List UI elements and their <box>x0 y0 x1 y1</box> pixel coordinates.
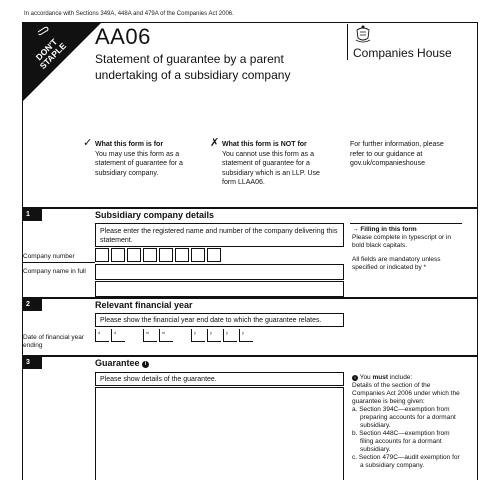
info-icon-small: i <box>352 375 358 381</box>
company-name-field-2[interactable] <box>95 281 344 297</box>
filling-note <box>352 226 462 250</box>
section1-title: Subsidiary company details <box>95 210 215 220</box>
brand-name: Companies House <box>353 46 452 60</box>
arrow-icon: → <box>352 226 359 233</box>
company-number-cell-2[interactable] <box>111 248 125 262</box>
date-year-cell-1[interactable]: y <box>191 329 205 342</box>
section2-title: Relevant financial year <box>95 300 193 310</box>
check-icon: ✓ <box>83 137 93 149</box>
section2-rule <box>22 297 478 299</box>
section3-instruction: Please show details of the guarantee. <box>100 376 217 383</box>
section3-title <box>95 358 149 368</box>
company-number-label: Company number <box>23 253 75 260</box>
info-not-for <box>210 137 322 188</box>
company-number-cell-6[interactable] <box>175 248 189 262</box>
date-day-cell-2[interactable]: d <box>111 329 125 342</box>
section2-instruction: Please show the financial year end date to which the guarantee relates. <box>100 317 322 324</box>
info-for <box>83 137 195 178</box>
form-code: AA06 <box>95 24 151 49</box>
section1-rule <box>22 207 478 209</box>
guidance-item-b: b. Section 448C—exemption from filing accounts for a dormant subsidiary. <box>352 430 450 453</box>
company-number-cell-5[interactable] <box>159 248 173 262</box>
guarantee-details-field[interactable] <box>95 387 344 480</box>
brand-divider <box>347 24 348 60</box>
company-number-underline <box>22 262 95 263</box>
guidance-intro-must: must <box>372 374 389 381</box>
guidance-intro-post: include: <box>388 374 413 381</box>
date-year-cell-2[interactable]: y <box>207 329 221 342</box>
section2-number: 2 <box>22 299 42 311</box>
section3-instruction-box <box>95 372 344 386</box>
filling-note-rule <box>350 223 462 224</box>
section1-instruction: Please enter the registered name and number of the company delivering this statement. <box>100 228 338 244</box>
date-year-cell-4[interactable]: y <box>239 329 253 342</box>
section2-instruction-box <box>95 313 344 327</box>
filling-heading: Filling in this form <box>360 226 417 233</box>
info-not-for-body: You cannot use this form as a statement of guarantee for a subsidiary which is an LLP. Use form LLAA06. <box>222 150 320 186</box>
legal-note: In accordance with Sections 349A, 448A and 479A of the Companies Act 2006. <box>24 11 234 17</box>
info-icon: i <box>142 361 149 368</box>
info-for-body: You may use this form as a statement of guarantee for a subsidiary company. <box>95 150 183 177</box>
info-further <box>350 140 460 169</box>
date-year-cell-3[interactable]: y <box>223 329 237 342</box>
section1-number: 1 <box>22 209 42 221</box>
filling-body: Please complete in typescript or in bold black capitals. <box>352 234 451 249</box>
cross-icon: ✗ <box>210 137 220 149</box>
guidance-item-c: c. Section 479C—audit exemption for a subsidiary company. <box>352 454 460 469</box>
guidance-intro-pre: You <box>359 374 373 381</box>
mandatory-note: All fields are mandatory unless specified or indicated by * <box>352 256 441 271</box>
date-month-cell-1[interactable]: m <box>143 329 157 342</box>
company-name-field-1[interactable] <box>95 264 344 280</box>
guarantee-guidance <box>352 374 462 470</box>
info-for-heading: What this form is for <box>95 141 164 148</box>
company-number-cell-1[interactable] <box>95 248 109 262</box>
company-number-cell-4[interactable] <box>143 248 157 262</box>
date-month-cell-2[interactable]: m <box>159 329 173 342</box>
company-number-cell-8[interactable] <box>207 248 221 262</box>
company-name-label: Company name in full <box>23 268 86 275</box>
dont-staple-label: DON'T STAPLE <box>33 36 68 71</box>
guidance-item-a: a. Section 394C—exemption from preparing accounts for a dormant subsidiary. <box>352 406 456 429</box>
crest-icon <box>354 24 372 44</box>
info-further-body: For further information, please refer to our guidance at gov.uk/companieshouse <box>350 141 444 167</box>
company-number-cell-7[interactable] <box>191 248 205 262</box>
company-number-cell-3[interactable] <box>127 248 141 262</box>
guidance-details: Details of the section of the Companies Act 2006 under which the guarantee is being given: <box>352 382 460 405</box>
form-title: Statement of guarantee by a parent undertaking of a subsidiary company <box>95 52 291 82</box>
section3-rule <box>22 355 478 357</box>
corner-text-wrap <box>22 22 102 102</box>
section3-number: 3 <box>22 357 42 369</box>
section1-instruction-box <box>95 223 344 247</box>
info-not-for-heading: What this form is NOT for <box>222 141 307 148</box>
guidance-list <box>352 406 462 470</box>
date-day-cell-1[interactable]: d <box>95 329 109 342</box>
section3-title-text: Guarantee <box>95 358 140 368</box>
date-label: Date of financial year ending <box>23 334 85 349</box>
